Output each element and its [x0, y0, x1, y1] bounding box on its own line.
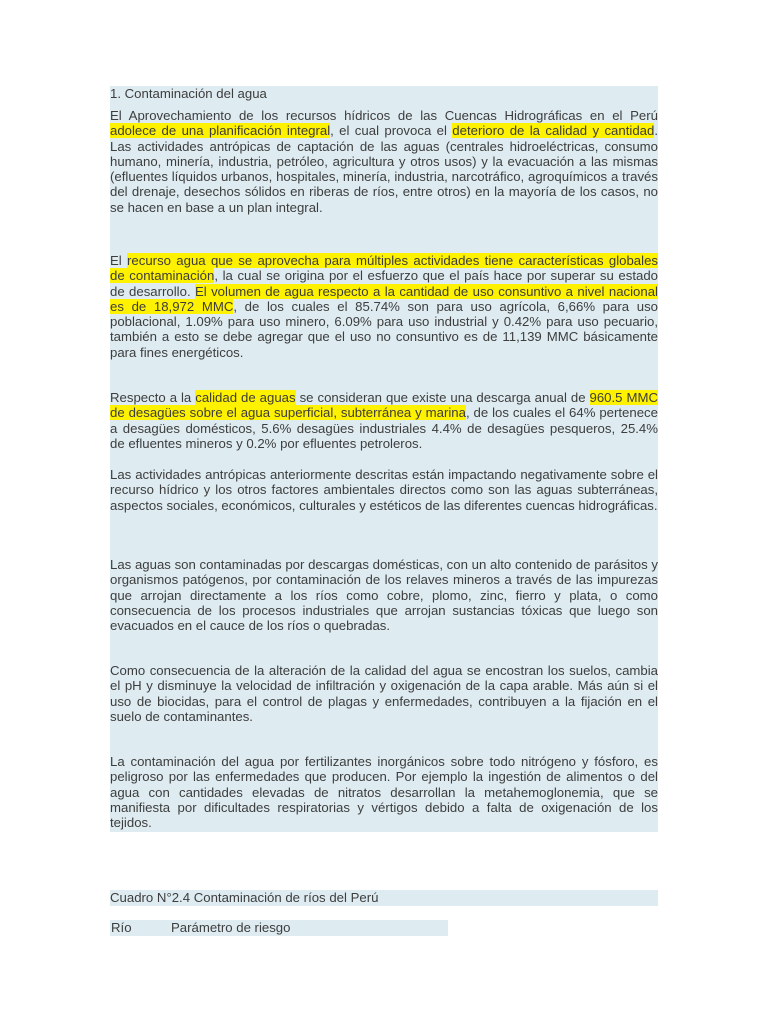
section-title	[110, 86, 658, 101]
table-caption-text: Cuadro N°2.4 Contaminación de ríos del Perú	[110, 890, 379, 905]
table-header	[110, 920, 448, 936]
paragraph-4	[110, 467, 658, 513]
paragraph-2-part-2: , la cual se origina por el esfuerzo que el país hace por superar su estado de desarrollo.	[110, 268, 658, 299]
paragraph-4-text: Las actividades antrópicas anteriormente descritas están impactando negativamente sobre el recurso hídrico y los otros factores ambientales directos como son las aguas subterráneas, aspectos sociales, económicos, culturales y estéticos de las diferentes cuencas hidrográficas.	[110, 467, 658, 513]
paragraph-5-text: Las aguas son contaminadas por descargas domésticas, con un alto contenido de parásitos y organismos patógenos, por contaminación de los relaves mineros a través de las impurezas que arrojan directamente a los ríos como cobre, plomo, zinc, fierro y plata, o como consecuencia de los procesos industriales que arrojan sustancias tóxicas que luego son evacuados en el cauce de los ríos o quebradas.	[110, 557, 658, 634]
paragraph-2-text	[110, 253, 658, 360]
paragraph-3-text	[110, 390, 658, 451]
paragraph-3-part-2: se consideran que existe una descarga anual de	[295, 390, 590, 405]
paragraph-1-part-1: El Aprovechamiento de los recursos hídricos de las Cuencas Hidrográficas en el Perú	[110, 108, 658, 123]
paragraph-3-part-3: , de los cuales el 64% pertenece a desagües domésticos, 5.6% desagües industriales 4.4% de desagües pesqueros, 25.4% de efluentes mineros y 0.2% por efluentes petroleros.	[110, 405, 658, 451]
paragraph-3-highlight-2: 960.5 MMC de desagües sobre el agua superficial, subterránea y marina	[110, 390, 658, 421]
paragraph-2-part-1: El	[110, 253, 128, 268]
paragraph-2-highlight-1: recurso agua que se aprovecha para múltiples actividades tiene características globales de contaminación	[110, 253, 658, 284]
paragraph-1-part-2: , el cual provoca el	[330, 123, 453, 139]
section-title-text: 1. Contaminación del agua	[110, 86, 267, 101]
table-header-parametro: Parámetro de riesgo	[171, 920, 291, 935]
paragraph-3-part-1: Respecto a la	[110, 390, 196, 405]
paragraph-6-text: Como consecuencia de la alteración de la calidad del agua se encostran los suelos, cambia el pH y disminuye la velocidad de infiltración y oxigenación de la capa arable. Más aún si el uso de biocidas, para el control de plagas y enfermedades, contribuyen a la fijación en el suelo de contaminantes.	[110, 663, 658, 724]
paragraph-1-highlight-2: deterioro de la calidad y cantidad	[452, 123, 655, 139]
paragraph-2-highlight-2: El volumen de agua respecto a la cantidad de uso consuntivo a nivel nacional es de 18,972 MMC	[110, 283, 658, 314]
paragraph-1-part-3: . Las actividades antrópicas de captación de las aguas (centrales hidroeléctricas, consumo humano, minería, industria, petróleo, agricultura y otros usos) y la evacuación a las mismas (efluentes líquidos urbanos, hospitales, minería, industria, narcotráfico, agroquímicos a través del drenaje, desechos sólidos en riberas de ríos, entre otros) en la mayoría de los casos, no se hacen en base a un plan integral.	[110, 123, 658, 215]
paragraph-3-highlight-1: calidad de aguas	[195, 390, 296, 405]
paragraph-1-highlight-1: adolece de una planificación integral	[110, 123, 331, 139]
paragraph-2	[110, 253, 658, 360]
paragraph-1	[110, 108, 658, 215]
paragraph-2-part-3: , de los cuales el 85.74% son para uso agrícola, 6,66% para uso poblacional, 1.09% para uso minero, 6.09% para uso industrial y 0.42% para uso pecuario, también a esto se debe agregar que el uso no consuntivo es de 11,139 MMC básicamente para fines energéticos.	[110, 298, 658, 360]
paragraph-5	[110, 557, 658, 633]
paragraph-1-text	[110, 108, 658, 215]
paragraph-7	[110, 754, 658, 830]
table-header-rio: Río	[111, 920, 132, 935]
paragraph-3	[110, 390, 658, 451]
table-caption	[110, 890, 658, 906]
paragraph-6	[110, 663, 658, 724]
paragraph-7-text: La contaminación del agua por fertilizantes inorgánicos sobre todo nitrógeno y fósforo, es peligroso por las enfermedades que producen. Por ejemplo la ingestión de alimentos o del agua con cantidades elevadas de nitratos desarrollan la metahemoglonemia, que se manifiesta por dificultades respiratorias y vértigos debido a falta de oxigenación de los tejidos.	[110, 754, 658, 831]
